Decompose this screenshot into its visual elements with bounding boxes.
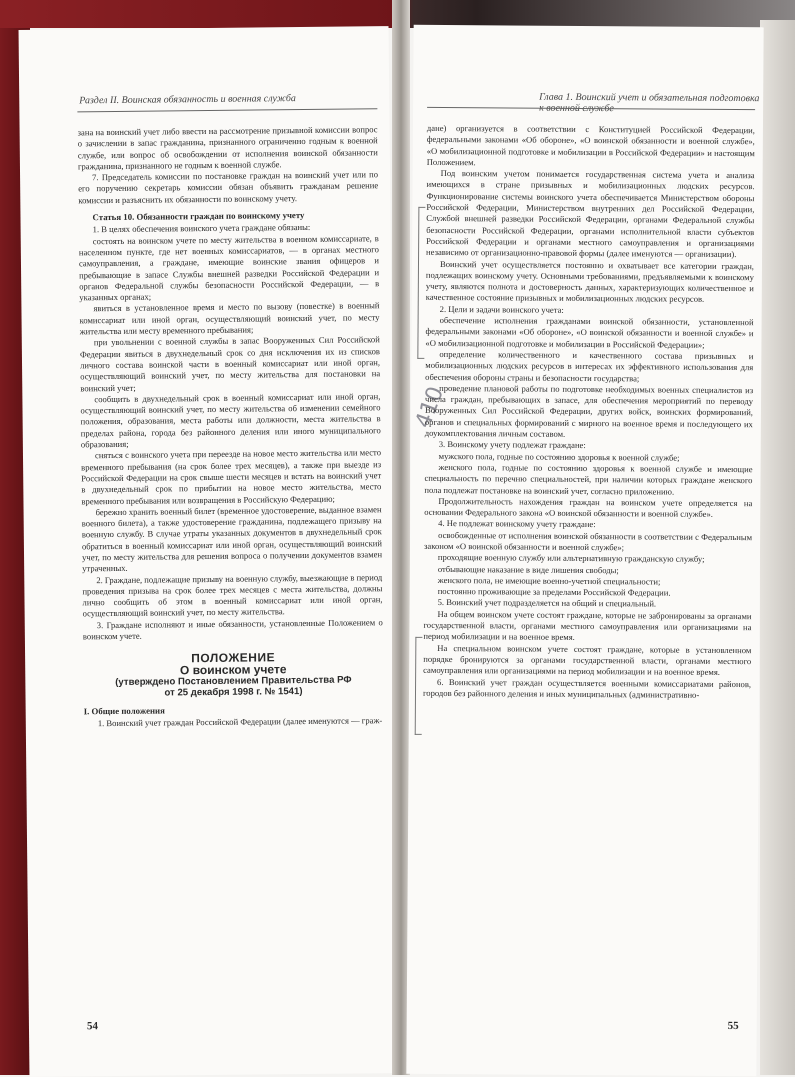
paragraph: На общем воинском учете состоят граждане, которые не забронированы за органами государственной власти, органами местного самоуправления или организациями на период мобилизации и на военное время. (423, 608, 752, 643)
paragraph: постоянно проживающие за пределами Российской Федерации. (437, 586, 671, 598)
right-running-head: Глава 1. Воинский учет и обязательная подготовка (539, 91, 760, 105)
left-text-column (78, 124, 384, 729)
pencil-bracket-mark (415, 637, 423, 735)
paragraph: 7. Председатель комиссии по постановке граждан на воинский учет или по его поручению секретарь комиссии обязан объявить гражданам решение комиссии и разъяснить их обязанности по воинскому учету. (78, 169, 379, 206)
right-page-number: 55 (727, 1020, 739, 1033)
paragraph: 3. Граждане исполняют и иные обязанности, установленные Положением о воинском учете. (82, 616, 383, 642)
paragraph: 2. Цели и задачи воинского учета: (439, 303, 564, 315)
paragraph: женского пола, не имеющие военно-учетной специальности; (437, 574, 661, 587)
right-page (406, 25, 763, 1076)
paragraph: при увольнении с военной службы в запас Вооруженных Сил Российской Федерации явиться в двухнедельный срок со дня исключения их из списков личного состава воинской части в военный комиссариат или иной орган, осуществляющий воинский учет, по месту жительства для постановки на воинский учет; (79, 334, 381, 393)
paragraph: обеспечение исполнения гражданами воинской обязанности, установленной федеральными законами «Об обороне», «О воинской обязанности и военной службе» и «О мобилизационной подготовке и мобилизации в Российской Федерации»; (425, 315, 754, 350)
paragraph: проходящие военную службу или альтернативную гражданскую службу; (437, 552, 705, 565)
paragraph: бережно хранить военный билет (временное удостоверение, выданное взамен военного билета), а также удостоверение гражданина, подлежащего призыву на военную службу. В случае утраты указанных документов в двухнедельный срок обратиться в военный комиссариат или иной орган, осуществляющий воинский учет, по месту жительства для решения вопроса о получении документов взамен утраченных. (81, 503, 383, 574)
handwritten-note: 410 (410, 383, 450, 432)
paragraph: Продолжительность нахождения граждан на воинском учете определяется на основании Федерального закона «О воинской обязанности и военной службе». (424, 495, 753, 519)
paragraph: На специальном воинском учете состоят граждане, которые в установленном порядке бронируются за органами государственной власти, органами местного самоуправления или организациями на период мобилизации и на военное время. (423, 642, 752, 678)
page-stack-edge (760, 20, 795, 1075)
polozhenie-title: ПОЛОЖЕНИЕ (191, 650, 276, 666)
paragraph: Воинский учет осуществляется постоянно и охватывает все категории граждан, подлежащих воинскому учету. Основными требованиями, предъявляемыми к воинскому учету, являются полнота и достоверность данных, характеризующих количественное и качественное состояние призывных и мобилизационных людских ресурсов. (425, 258, 755, 305)
left-header-rule (77, 108, 377, 112)
paragraph: 1. Воинский учет граждан Российской Федерации (далее именуются — граж- (97, 715, 383, 729)
paragraph: явиться в установленное время и место по вызову (повестке) в военный комиссариат или иной орган, осуществляющий воинский учет, по месту жительства или месту временного пребывания; (79, 300, 380, 337)
polozhenie-subtitle: О воинском учете (179, 661, 287, 677)
paragraph: зана на воинский учет либо ввести на рассмотрение призывной комиссии вопрос о зачислении в запас гражданина, признанного ограниченно годным к военной службе, или вопрос об освобождении от исполнения воинской обязанности гражданина, признанного не годным к военной службе. (77, 124, 378, 172)
paragraph: сняться с воинского учета при переезде на новое место жительства или место временного пребывания (на срок более трех месяцев), а также при выезде из Российской Федерации на срок свыше шести месяцев и встать на воинский учет в двухнедельный срок по прибытии на новое место жительства, место временного пребывания или возвращения в Российскую Федерацию; (81, 447, 382, 506)
paragraph: 1. В целях обеспечения воинского учета граждане обязаны: (92, 222, 311, 235)
paragraph: определение количественного и качественного состава призывных и мобилизационных людских ресурсов в интересах их эффективного использования для обеспечения обороны страны и безопасности государства; (425, 348, 754, 383)
polozhenie-heading (83, 652, 383, 700)
paragraph: сообщить в двухнедельный срок в военный комиссариат или иной орган, осуществляющий воинский учет, по месту жительства об изменении семейного положения, образования, места работы или должности, места жительства в пределах района, города без районного деления или иного муниципального образования; (80, 391, 381, 450)
paragraph: 6. Воинский учет граждан осуществляется военными комиссариатами районов, городов без районного деления и иных муниципальных (административно- (422, 676, 752, 700)
paragraph: состоять на воинском учете по месту жительства в военном комиссариате, в населенном пункте, где нет военных комиссариатов, — в органах местного самоуправления, а граждане, имеющие воинские звания офицеров и пребывающие в запасе Службы внешней разведки Российской Федерации и органов Федеральной службы безопасности Российской Федерации, — в указанных органах; (78, 232, 380, 303)
left-running-head: Раздел II. Воинская обязанность и военная служба (79, 93, 296, 107)
paragraph: Под воинским учетом понимается государственная система учета и анализа имеющихся в стране призывных и мобилизационных людских ресурсов. Функционирование системы воинского учета обеспечивается Министерством обороны Российской Федерации, Министерством внутренних дел Российской Федерации, Службой внешней разведки Российской Федерации, органами Федеральной службы безопасности Российской Федерации, органами исполнительной власти субъектов Российской Федерации и органами местного самоуправления и организациями независимо от организационно-правовой формы (далее именуются — организации). (426, 168, 755, 260)
polozhenie-date: от 25 декабря 1998 г. № 1541) (164, 686, 303, 699)
polozhenie-approved: (утверждено Постановлением Правительства РФ (115, 674, 352, 688)
paragraph: проведение плановой работы по подготовке необходимых военных специалистов из числа граждан, пребывающих в запасе, для обеспечения мероприятий по переводу Вооруженных Сил Российской Федерации, других войск, воинских формирований, органов и специальных формирований с мирного на военное время и последующего их доукомплектования личным составом. (424, 382, 754, 439)
left-page-number: 54 (86, 1020, 99, 1033)
paragraph: дане) организуется в соответствии с Конституцией Российской Федерации, федеральными законами «Об обороне», «О воинской обязанности и военной службе», «О мобилизационной подготовке и мобилизации в Российской Федерации» и настоящим Положением. (426, 122, 755, 168)
paragraph: отбывающие наказание в виде лишения свободы; (437, 563, 619, 575)
paragraph: женского пола, годные по состоянию здоровья к военной службе и имеющие специальность по перечню специальностей, при наличии которых граждане женского пола подлежат постановке на воинский учет, согласно приложению. (424, 461, 753, 497)
paragraph: 4. Не подлежат воинскому учету граждане: (438, 518, 596, 530)
paragraph: мужского пола, годные по состоянию здоровья к военной службе; (438, 450, 680, 463)
paragraph: 5. Воинский учет подразделяется на общий и специальный. (437, 597, 657, 609)
section-title: I. Общие положения (83, 705, 165, 716)
paragraph: освобожденные от исполнения воинской обязанности в соответствии с Федеральным законом «О воинской обязанности и военной службе»; (423, 529, 753, 553)
left-page (19, 26, 400, 1077)
pencil-bracket-mark (417, 207, 425, 359)
article-title: Статья 10. Обязанности граждан по воинскому учету (92, 210, 305, 223)
paragraph: 3. Воинскому учету подлежат граждане: (438, 439, 586, 451)
paragraph: 2. Граждане, подлежащие призыву на военную службу, выезжающие в период проведения призыва на срок более трех месяцев с места жительства, должны лично сообщить об этом в военный комиссариат или иной орган, осуществляющий воинский учет, по месту жительства. (82, 571, 383, 619)
right-text-column (423, 123, 755, 701)
